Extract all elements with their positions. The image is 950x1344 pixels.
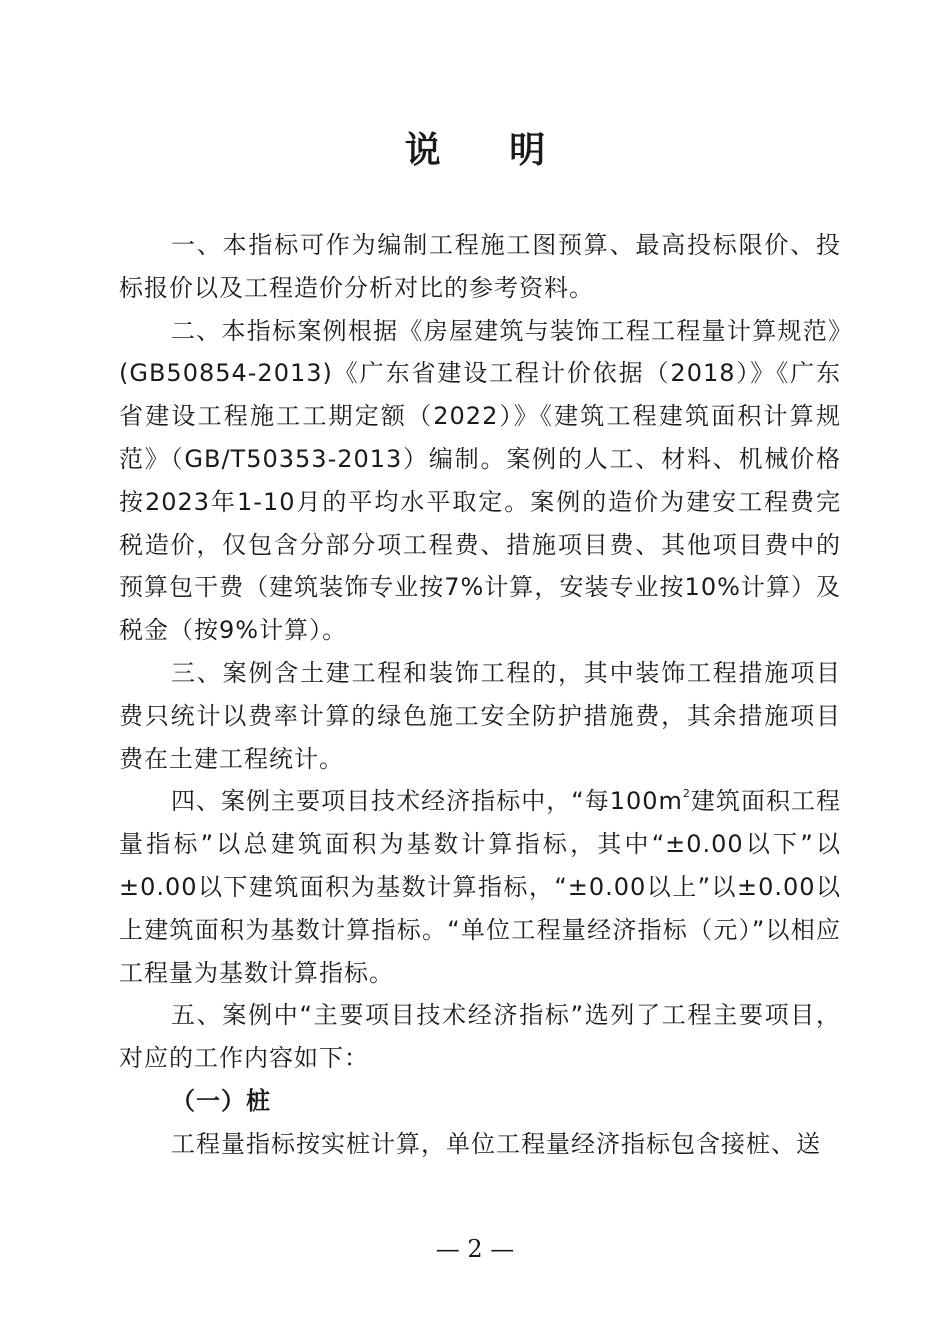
page-number: — 2 — [435,1235,515,1263]
paragraph-5: 五、案例中“主要项目技术经济指标”选列了工程主要项目，对应的工作内容如下： [119,1001,841,1073]
paragraph-6: 工程量指标按实桩计算，单位工程量经济指标包含接桩、送 [171,1129,821,1158]
page-title: 说 明 [404,129,574,171]
paragraph-2: 二、本指标案例根据《房屋建筑与装饰工程工程量计算规范》(GB50854-2013)《广东省建设工程计价依据（2018）》《广东省建设工程施工工期定额（2022）》《建筑工程建筑面积计算规范》（GB/T50353-2013）编制。案例的人工、材料、机械价格按2023年1-10月的平均水平取定。案例的造价为建安工程费完税造价，仅包含分部分项工程费、措施项目费、其他项目费中的预算包干费（建筑装饰专业按7%计算，安装专业按10%计算）及税金（按9%计算）。 [119,316,841,645]
paragraph-3: 三、案例含土建工程和装饰工程的，其中装饰工程措施项目费只统计以费率计算的绿色施工安全防护措施费，其余措施项目费在土建工程统计。 [119,658,841,773]
superscript-2: 2 [682,787,691,801]
document-body [119,224,841,1166]
paragraph-1: 一、本指标可作为编制工程施工图预算、最高投标限价、投标报价以及工程造价分析对比的参考资料。 [119,231,841,302]
paragraph-4-part-1: 四、案例主要项目技术经济指标中，“每100m [171,787,683,816]
paragraph-4-part-2: 建筑面积工程量指标”以总建筑面积为基数计算指标，其中“±0.00以下”以±0.00以下建筑面积为基数计算指标，“±0.00以上”以±0.00以上建筑面积为基数计算指标。“单位工程量经济指标（元）”以相应工程量为基数计算指标。 [119,787,841,987]
paragraph-4 [119,780,841,994]
section-heading-pile: （一）桩 [171,1086,271,1115]
